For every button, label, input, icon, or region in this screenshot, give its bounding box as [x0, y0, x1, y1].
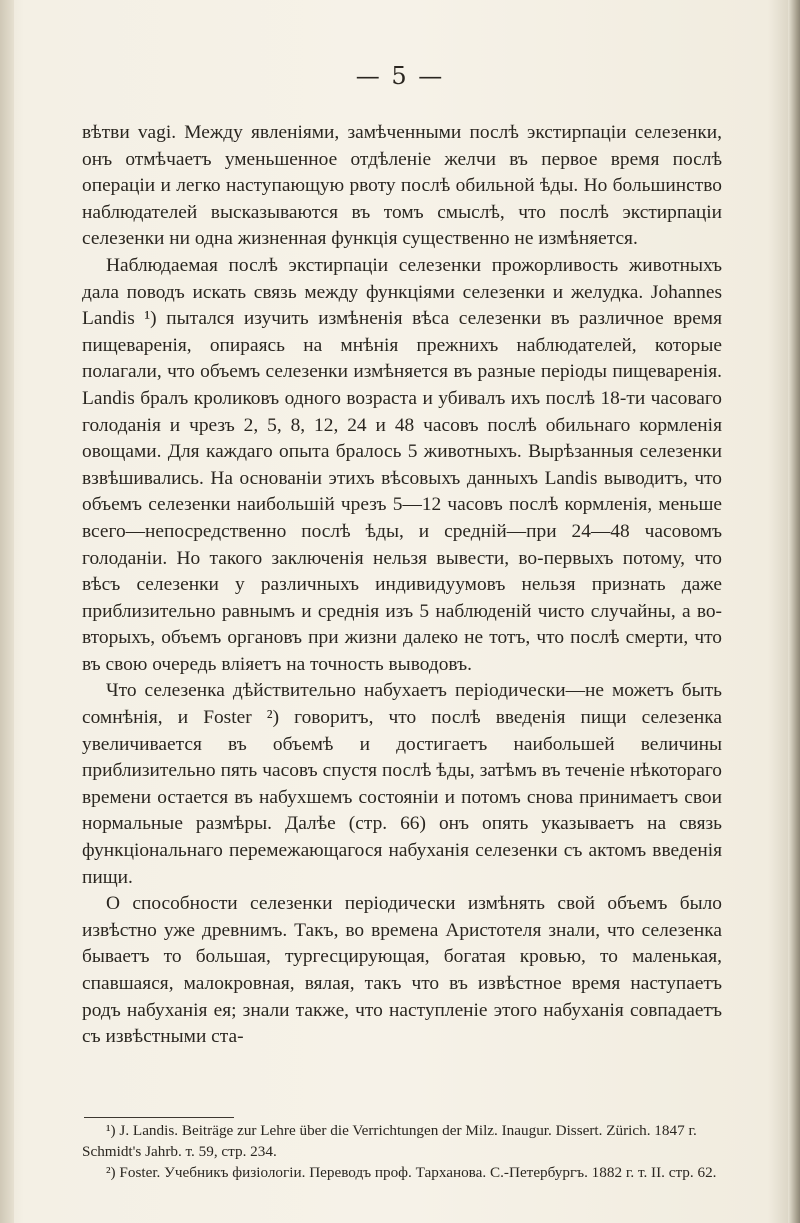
paragraph: Что селезенка дѣйствительно набухаетъ періодически—не можетъ быть сомнѣнія, и Foster ²) говоритъ, что послѣ введенія пищи селезенка увеличивается въ объемѣ и достигаетъ наибольшей величины приблизительно пять часовъ спустя послѣ ѣды, затѣмъ въ теченіе нѣкотораго времени остается въ набухшемъ состояніи и потомъ снова принимаетъ свои нормальные размѣры. Далѣе (стр. 66) онъ опять указываетъ на связь функціональнаго перемежающагося набуханія селезенки съ актомъ введенія пищи.: [82, 680, 722, 888]
footnote: ¹) J. Landis. Beiträge zur Lehre über die Verrichtungen der Milz. Inaugur. Dissert. Zürich. 1847 г. Schmidt's Jahrb. т. 59, стр. 234.: [82, 1122, 697, 1160]
paragraph: Наблюдаемая послѣ экстирпаціи селезенки прожорливость животныхъ дала поводъ искать связь между функціями селезенки и желудка. Johannes Landis ¹) пытался изучить измѣненія вѣса селезенки въ различное время пищеваренія, опираясь на мнѣнія прежнихъ наблюдателей, которые полагали, что объемъ селезенки измѣняется въ разные періоды пищеваренія. Landis бралъ кроликовъ одного возраста и убивалъ ихъ послѣ 18-ти часоваго голоданія и чрезъ 2, 5, 8, 12, 24 и 48 часовъ послѣ обильнаго кормленія овощами. Для каждаго опыта бралось 5 животныхъ. Вырѣзанныя селезенки взвѣшивались. На основаніи этихъ вѣсовыхъ данныхъ Landis выводитъ, что объемъ селезенки наибольшій чрезъ 5—12 часовъ послѣ кормленія, меньше всего—непосредственно послѣ ѣды, и средній—при 24—48 часовомъ голоданіи. Но такого заключенія нельзя вывести, во-первыхъ потому, что вѣсъ селезенки у различныхъ индивидуумовъ нельзя признать даже приблизительно равнымъ и среднія изъ 5 наблюденій чисто случайны, а во-вторыхъ, объемъ органовъ при жизни далеко не тотъ, что послѣ смерти, что въ свою очередь вліяетъ на точность выводовъ.: [82, 254, 722, 675]
footnote: ²) Foster. Учебникъ физіологіи. Переводъ проф. Тарханова. С.-Петербургъ. 1882 г. т. II. стр. 62.: [106, 1164, 717, 1181]
page-number: — 5 —: [355, 62, 445, 90]
page-gutter-shadow: [0, 0, 14, 1223]
paragraph: О способности селезенки періодически измѣнять свой объемъ было извѣстно уже древнимъ. Такъ, во времена Аристотеля знали, что селезенка бываетъ то большая, тургесцирующая, богатая кровью, то маленькая, спавшаяся, малокровная, вялая, такъ что въ извѣстное время наступаетъ родъ набуханія ея; знали также, что наступленіе этого набуханія совпадаетъ съ извѣстными ста-: [82, 893, 722, 1048]
footnote-divider: [84, 1117, 234, 1118]
footnotes: [82, 1120, 722, 1183]
body-text: [82, 120, 722, 1051]
paragraph: вѣтви vagi. Между явленіями, замѣченными послѣ экстирпаціи селезенки, онъ отмѣчаетъ уменьшенное отдѣленіе желчи въ первое время послѣ операціи и легко наступающую рвоту послѣ обильной ѣды. Но большинство наблюдателей высказываются въ томъ смыслѣ, что послѣ экстирпаціи селезенки ни одна жизненная функція существенно не измѣняется.: [82, 122, 722, 250]
page-edge-shadow: [788, 0, 800, 1223]
